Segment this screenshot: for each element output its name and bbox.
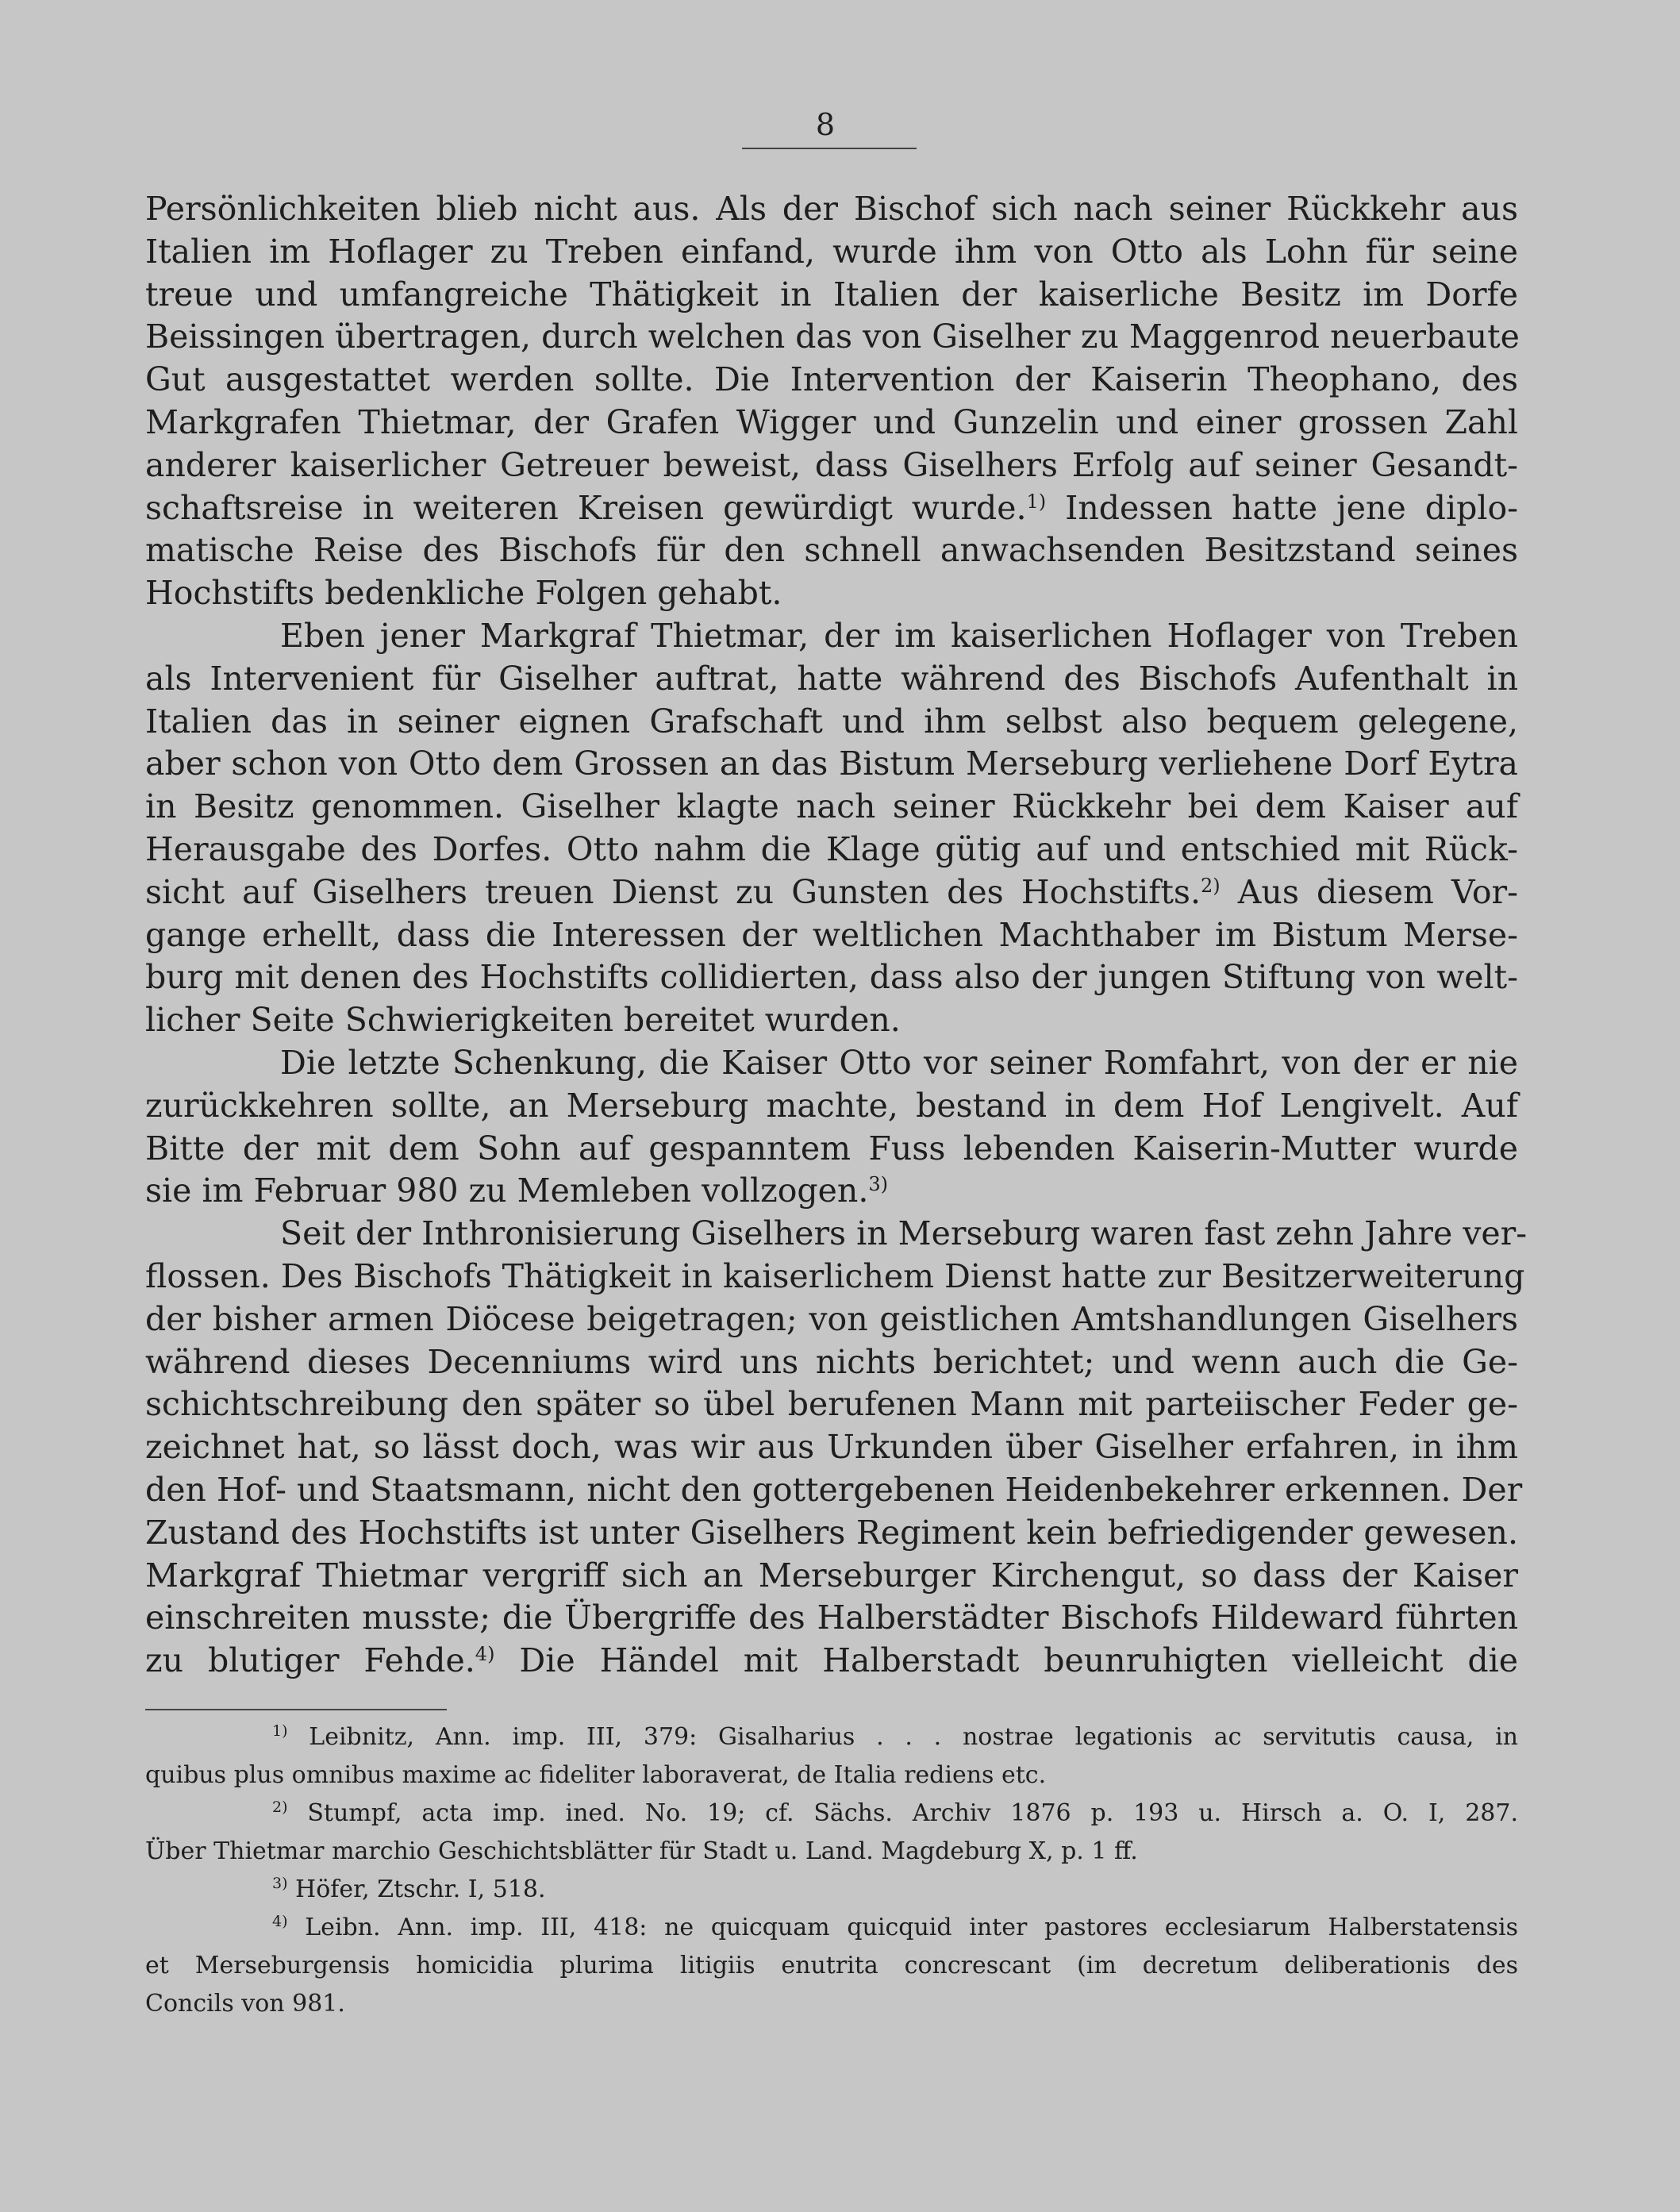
line-text: sie im Februar 980 zu Memleben vollzogen. (145, 1171, 869, 1210)
footnote-mark: 1) (272, 1722, 288, 1740)
text-line: aber schon von Otto dem Grossen an das Bistum Merseburg verliehene Dorf Eytra (145, 744, 1518, 783)
text-line: flossen. Des Bischofs Thätigkeit in kaiserlichem Dienst hatte zur Besitzerweiterung (145, 1256, 1525, 1295)
text-line: Bitte der mit dem Sohn auf gespanntem Fuss lebenden Kaiserin-Mutter wurde (145, 1129, 1518, 1168)
footnote-line: quibus plus omnibus maxime ac fideliter laboraverat, de Italia rediens etc. (145, 1761, 1047, 1789)
text-line (145, 487, 1518, 530)
footnote-text: Höfer, Ztschr. I, 518. (287, 1875, 546, 1903)
footnote-rule (145, 1709, 447, 1710)
text-line: Gut ausgestattet werden sollte. Die Intervention der Kaiserin Theophano, des (145, 360, 1518, 399)
footnote-line (145, 1909, 1518, 1947)
text-line: zeichnet hat, so lässt doch, was wir aus Urkunden über Giselher erfahren, in ihm (145, 1428, 1518, 1467)
footnote-mark: 3) (272, 1875, 288, 1892)
text-line: licher Seite Schwierigkeiten bereitet wurden. (145, 1001, 901, 1040)
footnote-text: Stumpf, acta imp. ined. No. 19; cf. Sächs. Archiv 1876 p. 193 u. Hirsch a. O. I, 287. (287, 1799, 1518, 1827)
footnote-line: Concils von 981. (145, 1990, 345, 2018)
text-line: Beissingen übertragen, durch welchen das von Giselher zu Maggenrod neuerbaute (145, 317, 1520, 356)
footnote-text: Leibnitz, Ann. imp. III, 379: Gisalharius . . . nostrae legationis ac servitutis causa, in (287, 1723, 1518, 1751)
body-text (145, 188, 1528, 1683)
text-line (145, 871, 1518, 914)
text-line: den Hof- und Staatsmann, nicht den gottergebenen Heidenbekehrer erkennen. Der (145, 1470, 1523, 1509)
footnote-line: et Merseburgensis homicidia plurima litigiis enutrita concrescant (im decretum deliberationis des (145, 1952, 1518, 1979)
footnote-reference: 1) (1026, 490, 1047, 513)
page-number: 8 (815, 107, 836, 142)
text-line: treue und umfangreiche Thätigkeit in Italien der kaiserliche Besitz im Dorfe (145, 275, 1518, 314)
footnote-line: Über Thietmar marchio Geschichtsblätter für Stadt u. Land. Magdeburg X, p. 1 ff. (145, 1837, 1138, 1865)
footnote-reference: 3) (868, 1173, 888, 1196)
text-line: in Besitz genommen. Giselher klagte nach seiner Rückkehr bei dem Kaiser auf (145, 787, 1518, 826)
page-number-rule (742, 148, 917, 149)
text-line: während dieses Decenniums wird uns nichts berichtet; und wenn auch die Ge- (145, 1342, 1518, 1381)
line-text: Aus diesem Vor- (1220, 872, 1518, 911)
text-line: zurückkehren sollte, an Merseburg machte, bestand in dem Hof Lengivelt. Auf (145, 1086, 1518, 1125)
text-line: gange erhellt, dass die Interessen der weltlichen Machthaber im Bistum Merse- (145, 915, 1518, 954)
line-text: schaftsreise in weiteren Kreisen gewürdigt wurde. (145, 488, 1027, 527)
text-line (145, 1170, 1518, 1213)
text-line: Italien im Hoflager zu Treben einfand, wurde ihm von Otto als Lohn für seine (145, 232, 1518, 271)
footnote-text: Leibn. Ann. imp. III, 418: ne quicquam quicquid inter pastores ecclesiarum Halberstatensis (287, 1914, 1518, 1941)
text-line (145, 1640, 1518, 1683)
line-text: Indessen hatte jene diplo- (1046, 488, 1518, 527)
footnote-mark: 4) (272, 1913, 288, 1930)
line-text: sicht auf Giselhers treuen Dienst zu Gunsten des Hochstifts. (145, 872, 1201, 911)
footnotes (145, 1718, 1518, 2023)
text-line: Herausgabe des Dorfes. Otto nahm die Klage gütig auf und entschied mit Rück- (145, 829, 1518, 868)
text-line: Zustand des Hochstifts ist unter Giselhers Regiment kein befriedigender gewesen. (145, 1513, 1518, 1552)
text-line: burg mit denen des Hochstifts collidierten, dass also der jungen Stiftung von welt- (145, 958, 1518, 997)
text-line: Seit der Inthronisierung Giselhers in Merseburg waren fast zehn Jahre ver- (280, 1214, 1528, 1253)
footnote-line (145, 1871, 1518, 1909)
text-line: einschreiten musste; die Übergriffe des Halberstädter Bischofs Hildeward führten (145, 1598, 1518, 1637)
line-text: Die Händel mit Halberstadt beunruhigten vielleicht die (494, 1641, 1518, 1680)
footnote-line (145, 1795, 1518, 1833)
text-line: Hochstifts bedenkliche Folgen gehabt. (145, 574, 782, 613)
text-line: Markgraf Thietmar vergriff sich an Merseburger Kirchengut, so dass der Kaiser (145, 1556, 1518, 1595)
text-line: der bisher armen Diöcese beigetragen; von geistlichen Amtshandlungen Giselhers (145, 1299, 1518, 1338)
text-line: Markgrafen Thietmar, der Grafen Wigger und Gunzelin und einer grossen Zahl (145, 402, 1518, 441)
text-line: Italien das in seiner eignen Grafschaft und ihm selbst also bequem gelegene, (145, 702, 1518, 741)
footnote-reference: 4) (475, 1643, 495, 1666)
text-line: Persönlichkeiten blieb nicht aus. Als der Bischof sich nach seiner Rückkehr aus (145, 190, 1518, 228)
text-line: als Intervenient für Giselher auftrat, hatte während des Bischofs Aufenthalt in (145, 659, 1518, 698)
text-line: matische Reise des Bischofs für den schnell anwachsenden Besitzstand seines (145, 531, 1518, 570)
footnote-mark: 2) (272, 1798, 288, 1816)
text-line: anderer kaiserlicher Getreuer beweist, dass Giselhers Erfolg auf seiner Gesandt- (145, 445, 1518, 484)
footnote-reference: 2) (1201, 874, 1221, 897)
footnote-line (145, 1718, 1518, 1756)
line-text: zu blutiger Fehde. (145, 1641, 475, 1680)
text-line: Eben jener Markgraf Thietmar, der im kaiserlichen Hoflager von Treben (280, 616, 1518, 655)
text-line: schichtschreibung den später so übel berufenen Mann mit parteiischer Feder ge- (145, 1385, 1518, 1424)
text-line: Die letzte Schenkung, die Kaiser Otto vor seiner Romfahrt, von der er nie (280, 1043, 1518, 1082)
